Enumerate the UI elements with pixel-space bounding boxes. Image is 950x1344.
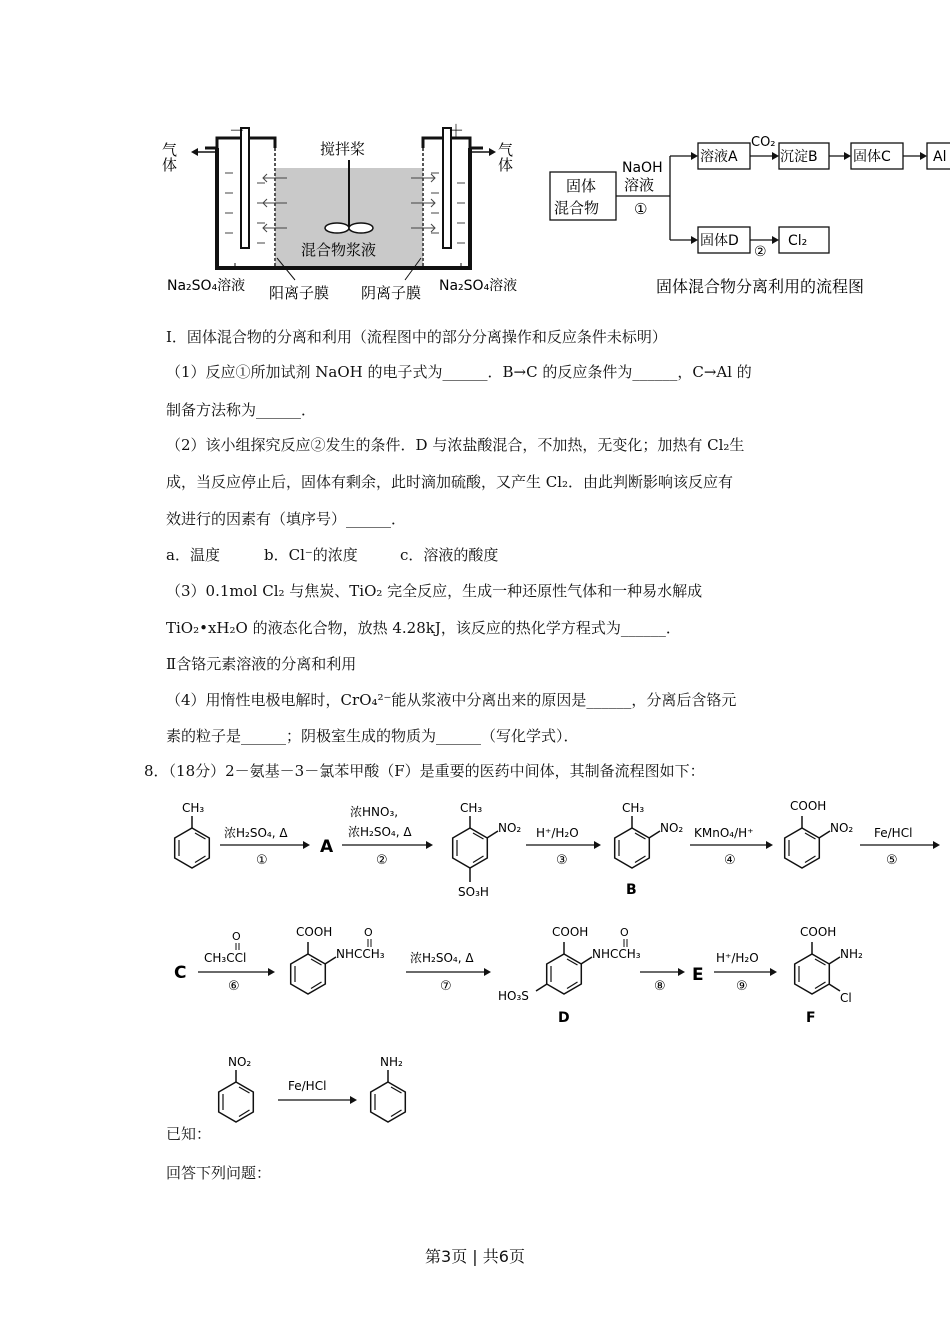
reagent-7: 浓H₂SO₄, Δ bbox=[410, 951, 474, 965]
sulfonated-nitrotoluene-structure bbox=[453, 801, 522, 899]
naoh-label-2: 溶液 bbox=[624, 176, 655, 194]
question-8-heading: 8．（18分）2－氨基－3－氯苯甲酸（F）是重要的医药中间体，其制备流程图如下： bbox=[144, 762, 705, 780]
branch-lower-arrowhead bbox=[691, 236, 698, 244]
nitrobenzoic-acid-structure bbox=[785, 799, 854, 868]
compound-b-structure bbox=[615, 801, 684, 898]
step-2-label: ② bbox=[754, 244, 767, 260]
abz-o: O bbox=[364, 926, 373, 939]
cation-membrane-label: 阳离子膜 bbox=[269, 284, 330, 302]
reagent-2b: 浓H₂SO₄, Δ bbox=[348, 825, 412, 839]
known-reagent: Fe/HCl bbox=[288, 1079, 327, 1093]
al-label: Al bbox=[933, 149, 947, 165]
reagent-1: 浓H₂SO₄, Δ bbox=[224, 826, 288, 840]
question-2-line-2: 成，当反应停止后，固体有剩余，此时滴加硫酸，又产生 Cl₂．由此判断影响该反应有 bbox=[166, 473, 734, 491]
arrow-step-6 bbox=[198, 930, 275, 994]
reagent-2a: 浓HNO₃, bbox=[350, 805, 399, 819]
d-ho3s: HO₃S bbox=[498, 989, 529, 1003]
step-label-8: ⑧ bbox=[654, 979, 666, 994]
toluene-ch3: CH₃ bbox=[182, 801, 205, 815]
step-label-6: ⑥ bbox=[228, 979, 240, 994]
d-o: O bbox=[620, 926, 629, 939]
slurry-label: 混合物浆液 bbox=[301, 241, 377, 259]
step-label-9: ⑨ bbox=[736, 979, 748, 994]
anion-membrane-label: 阴离子膜 bbox=[361, 284, 422, 302]
synthesis-scheme bbox=[160, 790, 950, 1140]
step-label-7: ⑦ bbox=[440, 979, 452, 994]
c-to-al-arrowhead bbox=[920, 152, 927, 160]
arrow-step-5 bbox=[860, 826, 940, 868]
reagent-5: Fe/HCl bbox=[874, 826, 913, 840]
int-so3h: SO₃H bbox=[458, 885, 489, 899]
question-4-line-1: （4）用惰性电极电解时，CrO₄²⁻能从浆液中分离出来的原因是______，分离后含铬元 bbox=[166, 691, 737, 709]
gas-left-label: 气体 bbox=[160, 142, 178, 172]
question-1-line-1: （1）反应①所加试剂 NaOH 的电子式为______．B→C 的反应条件为______，C→Al 的 bbox=[166, 363, 752, 381]
compound-e-label: E bbox=[692, 965, 704, 985]
b-no2: NO₂ bbox=[660, 821, 684, 835]
separation-flow-chart bbox=[548, 128, 950, 300]
reagent-9: H⁺/H₂O bbox=[716, 951, 759, 965]
cathode-sign: － bbox=[229, 121, 246, 140]
branch-upper-arrowhead bbox=[691, 152, 698, 160]
abz-cooh: COOH bbox=[296, 925, 333, 939]
known-arrow bbox=[278, 1079, 357, 1104]
gas-left-arrowhead bbox=[191, 148, 198, 156]
known-aniline-structure bbox=[371, 1055, 406, 1122]
known-label: 已知： bbox=[166, 1125, 212, 1143]
question-2-option-c: c．溶液的酸度 bbox=[400, 546, 499, 564]
section-1-heading: Ⅰ．固体混合物的分离和利用（流程图中的部分分离操作和反应条件未标明） bbox=[166, 328, 667, 346]
d-nhcch3: NHCCH₃ bbox=[592, 947, 641, 961]
step-label-1: ① bbox=[256, 853, 268, 868]
nba-cooh: COOH bbox=[790, 799, 827, 813]
abz-nhcch3: NHCCH₃ bbox=[336, 947, 385, 961]
step-label-2: ② bbox=[376, 853, 388, 868]
stirrer-label: 搅拌桨 bbox=[320, 140, 366, 158]
compound-f-label: F bbox=[806, 1010, 816, 1026]
arrow-step-1 bbox=[220, 826, 310, 868]
question-2-option-a: a．温度 bbox=[166, 546, 220, 564]
cathode-electrode bbox=[241, 128, 249, 248]
d-to-cl2-arrowhead bbox=[772, 236, 779, 244]
question-3-line-1: （3）0.1mol Cl₂ 与焦炭、TiO₂ 完全反应，生成一种还原性气体和一种易水解成 bbox=[166, 582, 703, 600]
int-ch3: CH₃ bbox=[460, 801, 483, 815]
toluene-structure bbox=[175, 801, 210, 868]
cl2-label: Cl₂ bbox=[788, 233, 808, 249]
step-label-3: ③ bbox=[556, 853, 568, 868]
compound-f-structure bbox=[795, 925, 863, 1026]
solid-mix-line2: 混合物 bbox=[554, 199, 600, 217]
stirrer-blade-left bbox=[325, 223, 349, 233]
f-cooh: COOH bbox=[800, 925, 837, 939]
solid-c-label: 固体C bbox=[853, 149, 891, 165]
step-label-4: ④ bbox=[724, 853, 736, 868]
b-ch3: CH₃ bbox=[622, 801, 645, 815]
reagent-4: KMnO₄/H⁺ bbox=[694, 826, 754, 840]
known-no2: NO₂ bbox=[228, 1055, 252, 1069]
question-1-line-2: 制备方法称为______． bbox=[166, 401, 317, 419]
solid-mix-line1: 固体 bbox=[566, 177, 597, 195]
f-cl: Cl bbox=[840, 991, 852, 1005]
naoh-label-1: NaOH bbox=[622, 160, 663, 176]
question-2-line-1: （2）该小组探究反应②发生的条件．D 与浓盐酸混合，不加热，无变化；加热有 Cl₂生 bbox=[166, 436, 745, 454]
reagent-3: H⁺/H₂O bbox=[536, 826, 579, 840]
known-nitrobenzene-structure bbox=[219, 1055, 254, 1122]
anode-electrode bbox=[443, 128, 451, 248]
compound-b-label: B bbox=[626, 882, 637, 898]
question-2-option-b: b．Cl⁻的浓度 bbox=[264, 546, 358, 564]
co2-arrowhead bbox=[772, 152, 779, 160]
arrow-step-9 bbox=[714, 951, 777, 994]
solution-a-label: 溶液A bbox=[700, 149, 738, 165]
arrow-step-4 bbox=[690, 826, 773, 868]
solid-d-label: 固体D bbox=[700, 233, 739, 249]
question-2-line-3: 效进行的因素有（填序号）______． bbox=[166, 510, 407, 528]
nba-no2: NO₂ bbox=[830, 821, 854, 835]
compound-a-label: A bbox=[320, 837, 334, 857]
stirrer-blade-right bbox=[349, 223, 373, 233]
arrow-step-2 bbox=[342, 805, 433, 868]
answer-prompt: 回答下列问题： bbox=[166, 1164, 272, 1182]
section-2-heading: Ⅱ含铬元素溶液的分离和利用 bbox=[166, 655, 357, 673]
reagent-6: CH₃CCl bbox=[204, 951, 247, 965]
arrow-step-3 bbox=[526, 826, 601, 868]
compound-d-structure bbox=[498, 925, 641, 1026]
compound-d-label: D bbox=[558, 1010, 570, 1026]
arrow-step-7 bbox=[406, 951, 491, 994]
na2so4-right-label: Na₂SO₄溶液 bbox=[439, 278, 518, 294]
gas-right-label: 气体 bbox=[496, 142, 514, 172]
b-to-c-arrowhead bbox=[844, 152, 851, 160]
compound-c-label: C bbox=[174, 963, 187, 983]
page-footer: 第3页 | 共6页 bbox=[425, 1247, 525, 1266]
acetamido-benzoic-acid-structure bbox=[291, 925, 385, 994]
co2-label: CO₂ bbox=[751, 135, 776, 150]
d-cooh: COOH bbox=[552, 925, 589, 939]
step-label-5: ⑤ bbox=[886, 853, 898, 868]
question-3-line-2: TiO₂•xH₂O 的液态化合物，放热 4.28kJ，该反应的热化学方程式为______． bbox=[166, 619, 681, 637]
electrolysis-cell-figure bbox=[160, 118, 535, 308]
precipitate-b-label: 沉淀B bbox=[780, 149, 818, 165]
f-nh2: NH₂ bbox=[840, 947, 863, 961]
reagent-6-o: O bbox=[232, 930, 241, 943]
na2so4-left-label: Na₂SO₄溶液 bbox=[167, 278, 246, 294]
int-no2: NO₂ bbox=[498, 821, 522, 835]
anode-sign: ＋ bbox=[448, 121, 465, 140]
flow-caption: 固体混合物分离利用的流程图 bbox=[656, 277, 865, 296]
arrow-step-8 bbox=[640, 968, 685, 994]
step-1-label: ① bbox=[634, 200, 648, 218]
gas-right-arrowhead bbox=[489, 148, 496, 156]
known-nh2: NH₂ bbox=[380, 1055, 403, 1069]
question-4-line-2: 素的粒子是______；阴极室生成的物质为______（写化学式）． bbox=[166, 727, 579, 745]
